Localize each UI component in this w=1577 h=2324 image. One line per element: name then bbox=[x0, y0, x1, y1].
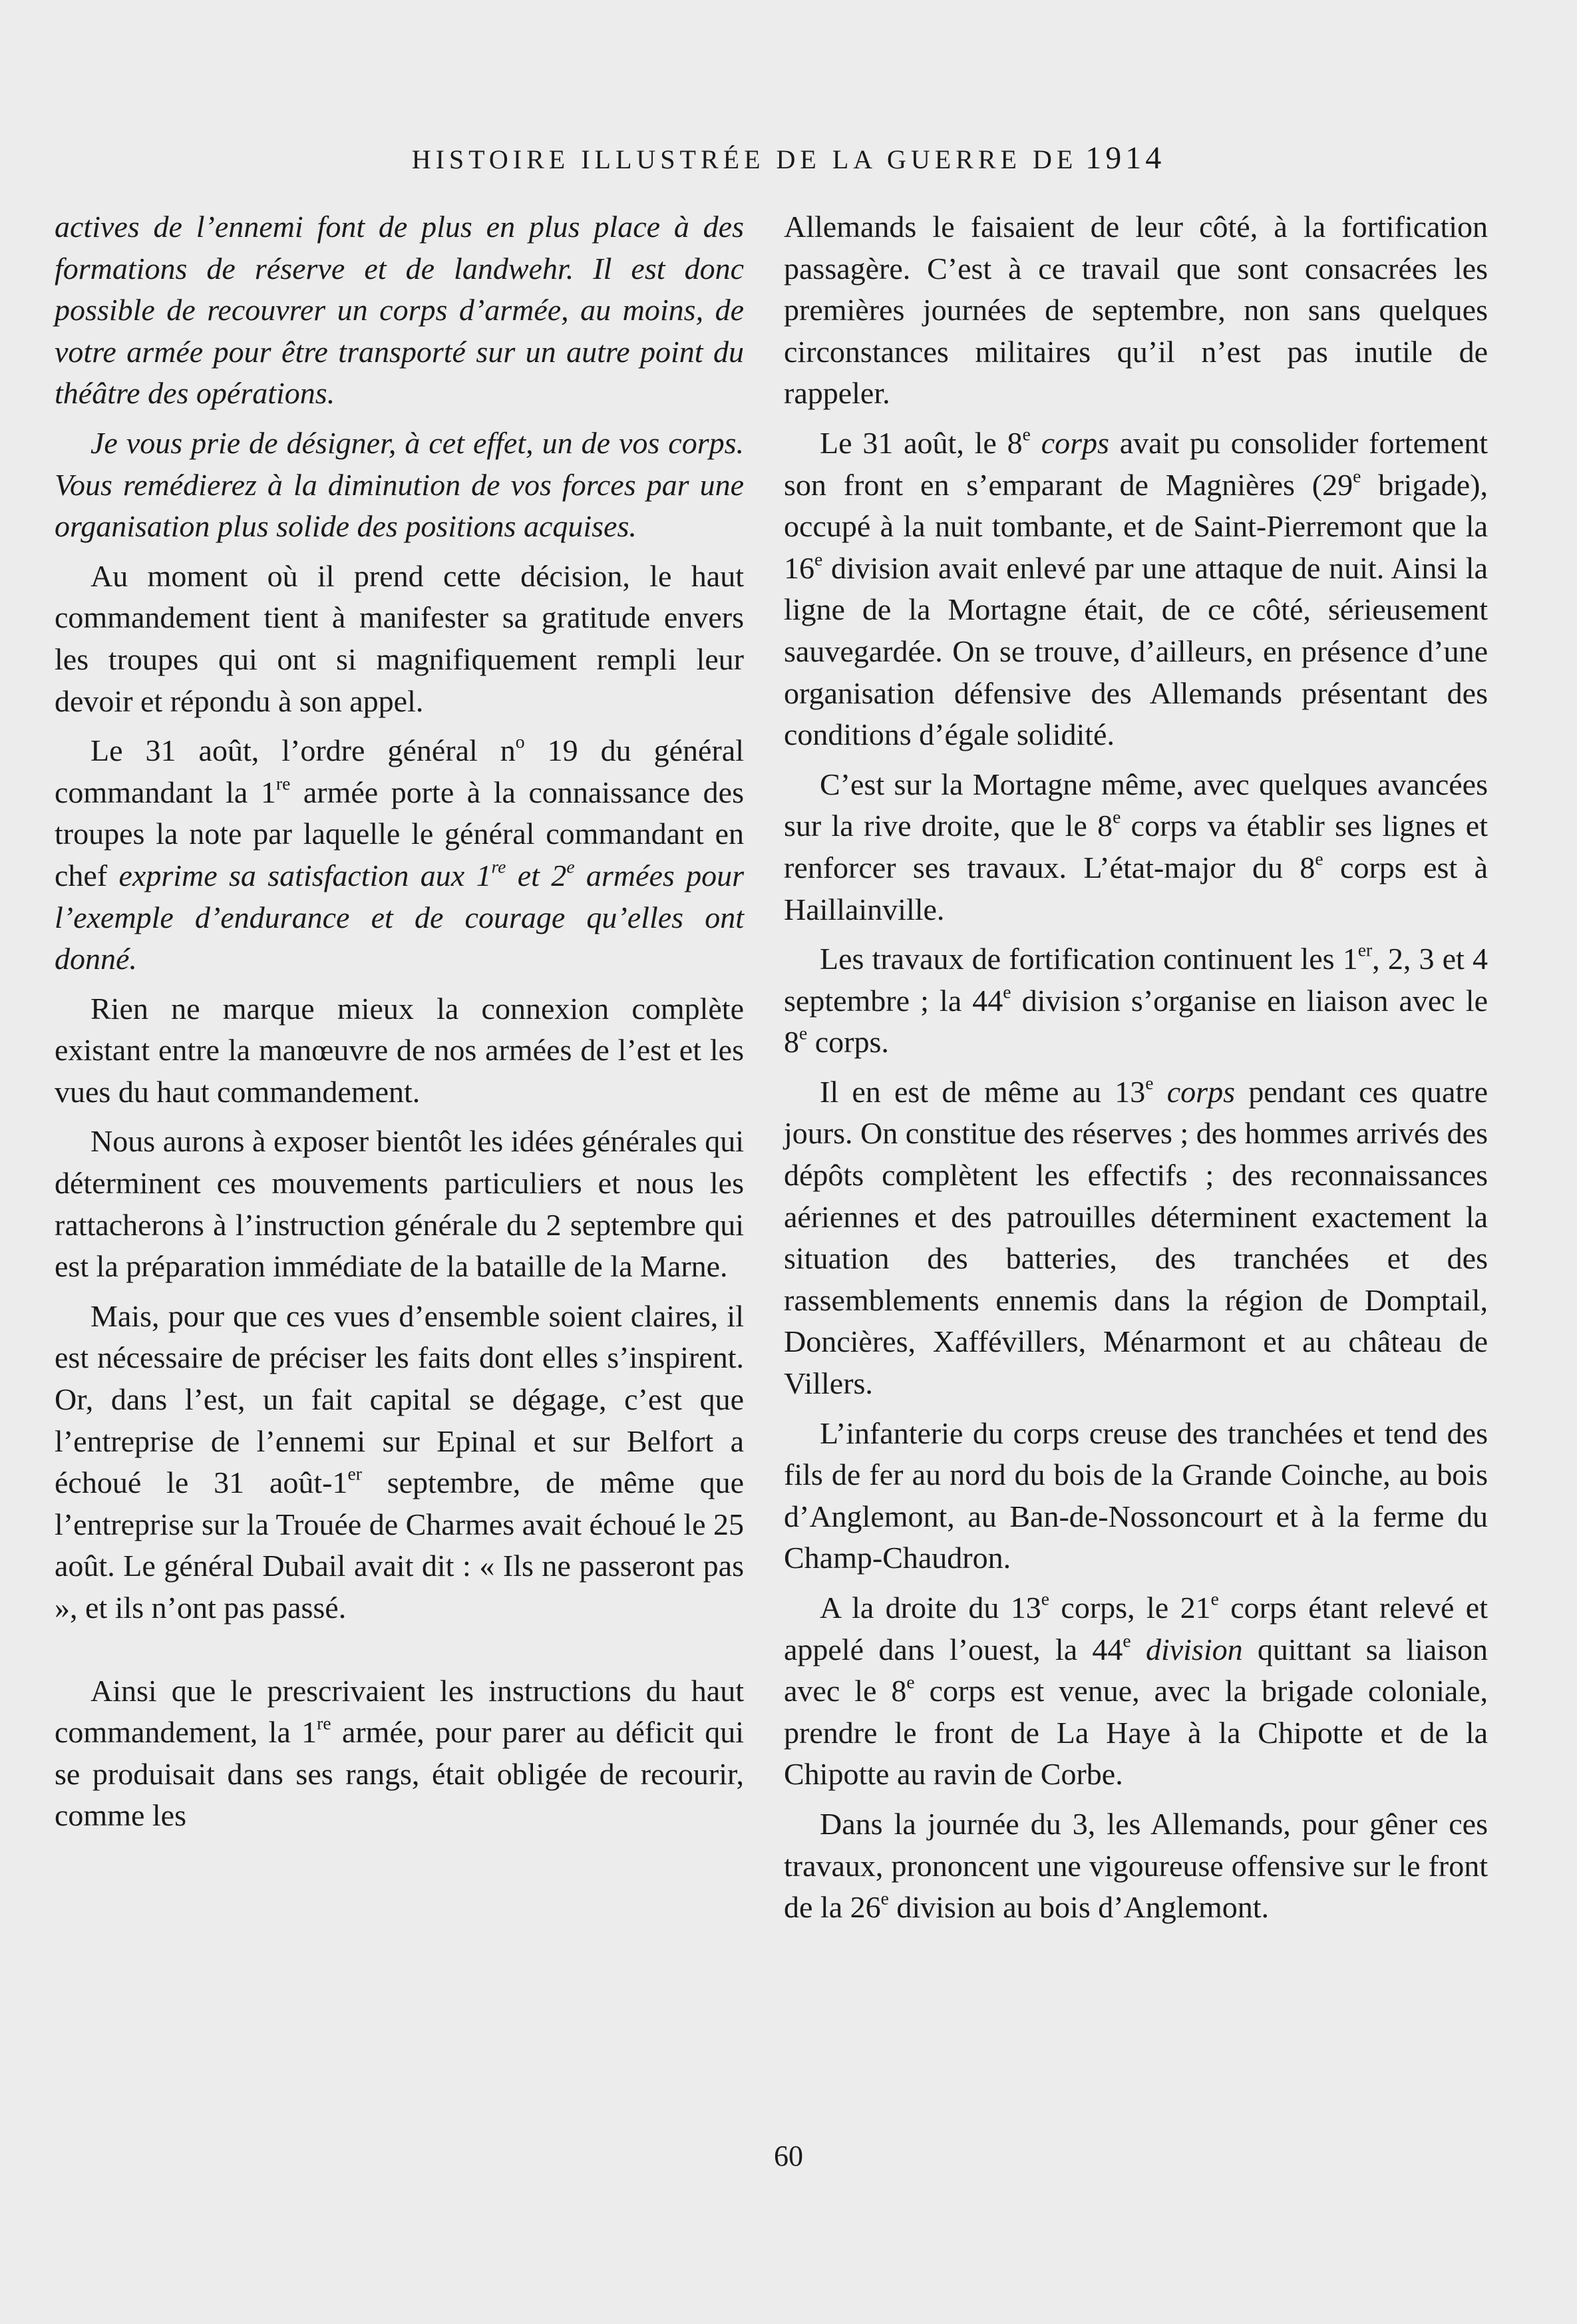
body-paragraph: A la droite du 13e corps, le 21e corps étant relevé et appelé dans l’ouest, la 44e division quittant sa liaison avec le 8e corps est venue, avec la brigade coloniale, prendre le front de La Haye à la Chipotte et de la Chipotte au ravin de Corbe. bbox=[784, 1588, 1489, 1792]
body-paragraph: Nous aurons à exposer bientôt les idées générales qui déterminent ces mouvements particuliers et nous les rattacherons à l’instruction générale du 2 septembre qui est la préparation immédiate de la bataille de la Marne. bbox=[55, 1124, 744, 1284]
body-paragraph: C’est sur la Mortagne même, avec quelques avancées sur la rive droite, que le 8e corps va établir ses lignes et renforcer ses travaux. L’état-major du 8e corps est à Haillainville. bbox=[784, 767, 1488, 926]
body-paragraph: Allemands le faisaient de leur côté, à la fortification passagère. C’est à ce travail que sont consacrées les premières journées de septembre, non sans quelques circonstances militaires qu’il n’est pas inutile de rappeler. bbox=[784, 210, 1488, 411]
body-paragraph: Dans la journée du 3, les Allemands, pour gêner ces travaux, prononcent une vigoureuse offensive sur le front de la 26e division au bois d’Anglemont. bbox=[784, 1806, 1488, 1925]
header-year: 1914 bbox=[1085, 140, 1166, 176]
body-paragraph: Il en est de même au 13e corps pendant ces quatre jours. On constitue des réserves ; des hommes arrivés des dépôts complètent les effectifs ; des reconnaissances aériennes et des patrouilles déterminent exactement la situation des batteries, des tranchées et des rassemblements ennemis dans la région de Domptail, Doncières, Xaffévillers, Ménarmont et au château de Villers. bbox=[784, 1072, 1488, 1401]
body-paragraph: Mais, pour que ces vues d’ensemble soient claires, il est nécessaire de préciser les faits dont elles s’inspirent. Or, dans l’est, un fait capital se dégage, c’est que l’entreprise de l’ennemi sur Epinal et sur Belfort a échoué le 31 août-1er septembre, de même que l’entreprise sur la Trouée de Charmes avait échoué le 25 août. Le général Dubail avait dit : « Ils ne passeront pas », et ils n’ont pas passé. bbox=[55, 1298, 744, 1625]
body-paragraph: Les travaux de fortification continuent les 1er, 2, 3 et 4 septembre ; la 44e division s’organise en liaison avec le 8e corps. bbox=[784, 939, 1489, 1060]
body-paragraph: L’infanterie du corps creuse des tranchées et tend des fils de fer au nord du bois de la Grande Coinche, au bois d’Anglemont, au Ban-de-Nossoncourt et à la ferme du Champ-Chaudron. bbox=[784, 1416, 1488, 1575]
quote-paragraph: Je vous prie de désigner, à cet effet, un de vos corps. Vous remédierez à la diminution de vos forces par une organisation plus solide des positions acquises. bbox=[55, 425, 744, 544]
quote-paragraph: actives de l’ennemi font de plus en plus place à des formations de réserve et de landwehr. Il est donc possible de recouvrer un corps d’armée, au moins, de votre armée pour être transporté sur un autre point du théâtre des opérations. bbox=[55, 210, 744, 411]
body-paragraph: Au moment où il prend cette décision, le haut commandement tient à manifester sa gratitude envers les troupes qui ont si magnifiquement rempli leur devoir et répondu à son appel. bbox=[55, 558, 744, 718]
page-number: 60 bbox=[774, 2140, 803, 2172]
running-header bbox=[0, 140, 1577, 176]
left-column bbox=[55, 206, 744, 1845]
body-paragraph: Le 31 août, le 8e corps avait pu consolider fortement son front en s’emparant de Magnières (29e brigade), occupé à la nuit tombante, et de Saint-Pierremont que la 16e division avait enlevé par une attaque de nuit. Ainsi la ligne de la Mortagne était, de ce côté, sérieusement sauvegardée. On se trouve, d’ailleurs, en présence d’une organisation défensive des Allemands présentant des conditions d’égale solidité. bbox=[784, 423, 1488, 752]
right-column bbox=[784, 206, 1488, 1937]
body-paragraph: Rien ne marque mieux la connexion complète existant entre la manœuvre de nos armées de l’est et les vues du haut commandement. bbox=[55, 991, 744, 1109]
body-paragraph: Ainsi que le prescrivaient les instructions du haut commandement, la 1re armée, pour parer au déficit qui se produisait dans ses rangs, était obligée de recourir, comme les bbox=[55, 1673, 744, 1833]
header-title: HISTOIRE ILLUSTRÉE DE LA GUERRE DE bbox=[411, 144, 1078, 174]
body-paragraph: Le 31 août, l’ordre général $n^o$ 19 du général commandant la 1re armée porte à la connaissance des troupes la note par laquelle le général commandant en chef exprime sa satisfaction aux 1re et 2e armées pour l’exemple d’endurance et de courage qu’elles ont donné. bbox=[55, 731, 745, 976]
